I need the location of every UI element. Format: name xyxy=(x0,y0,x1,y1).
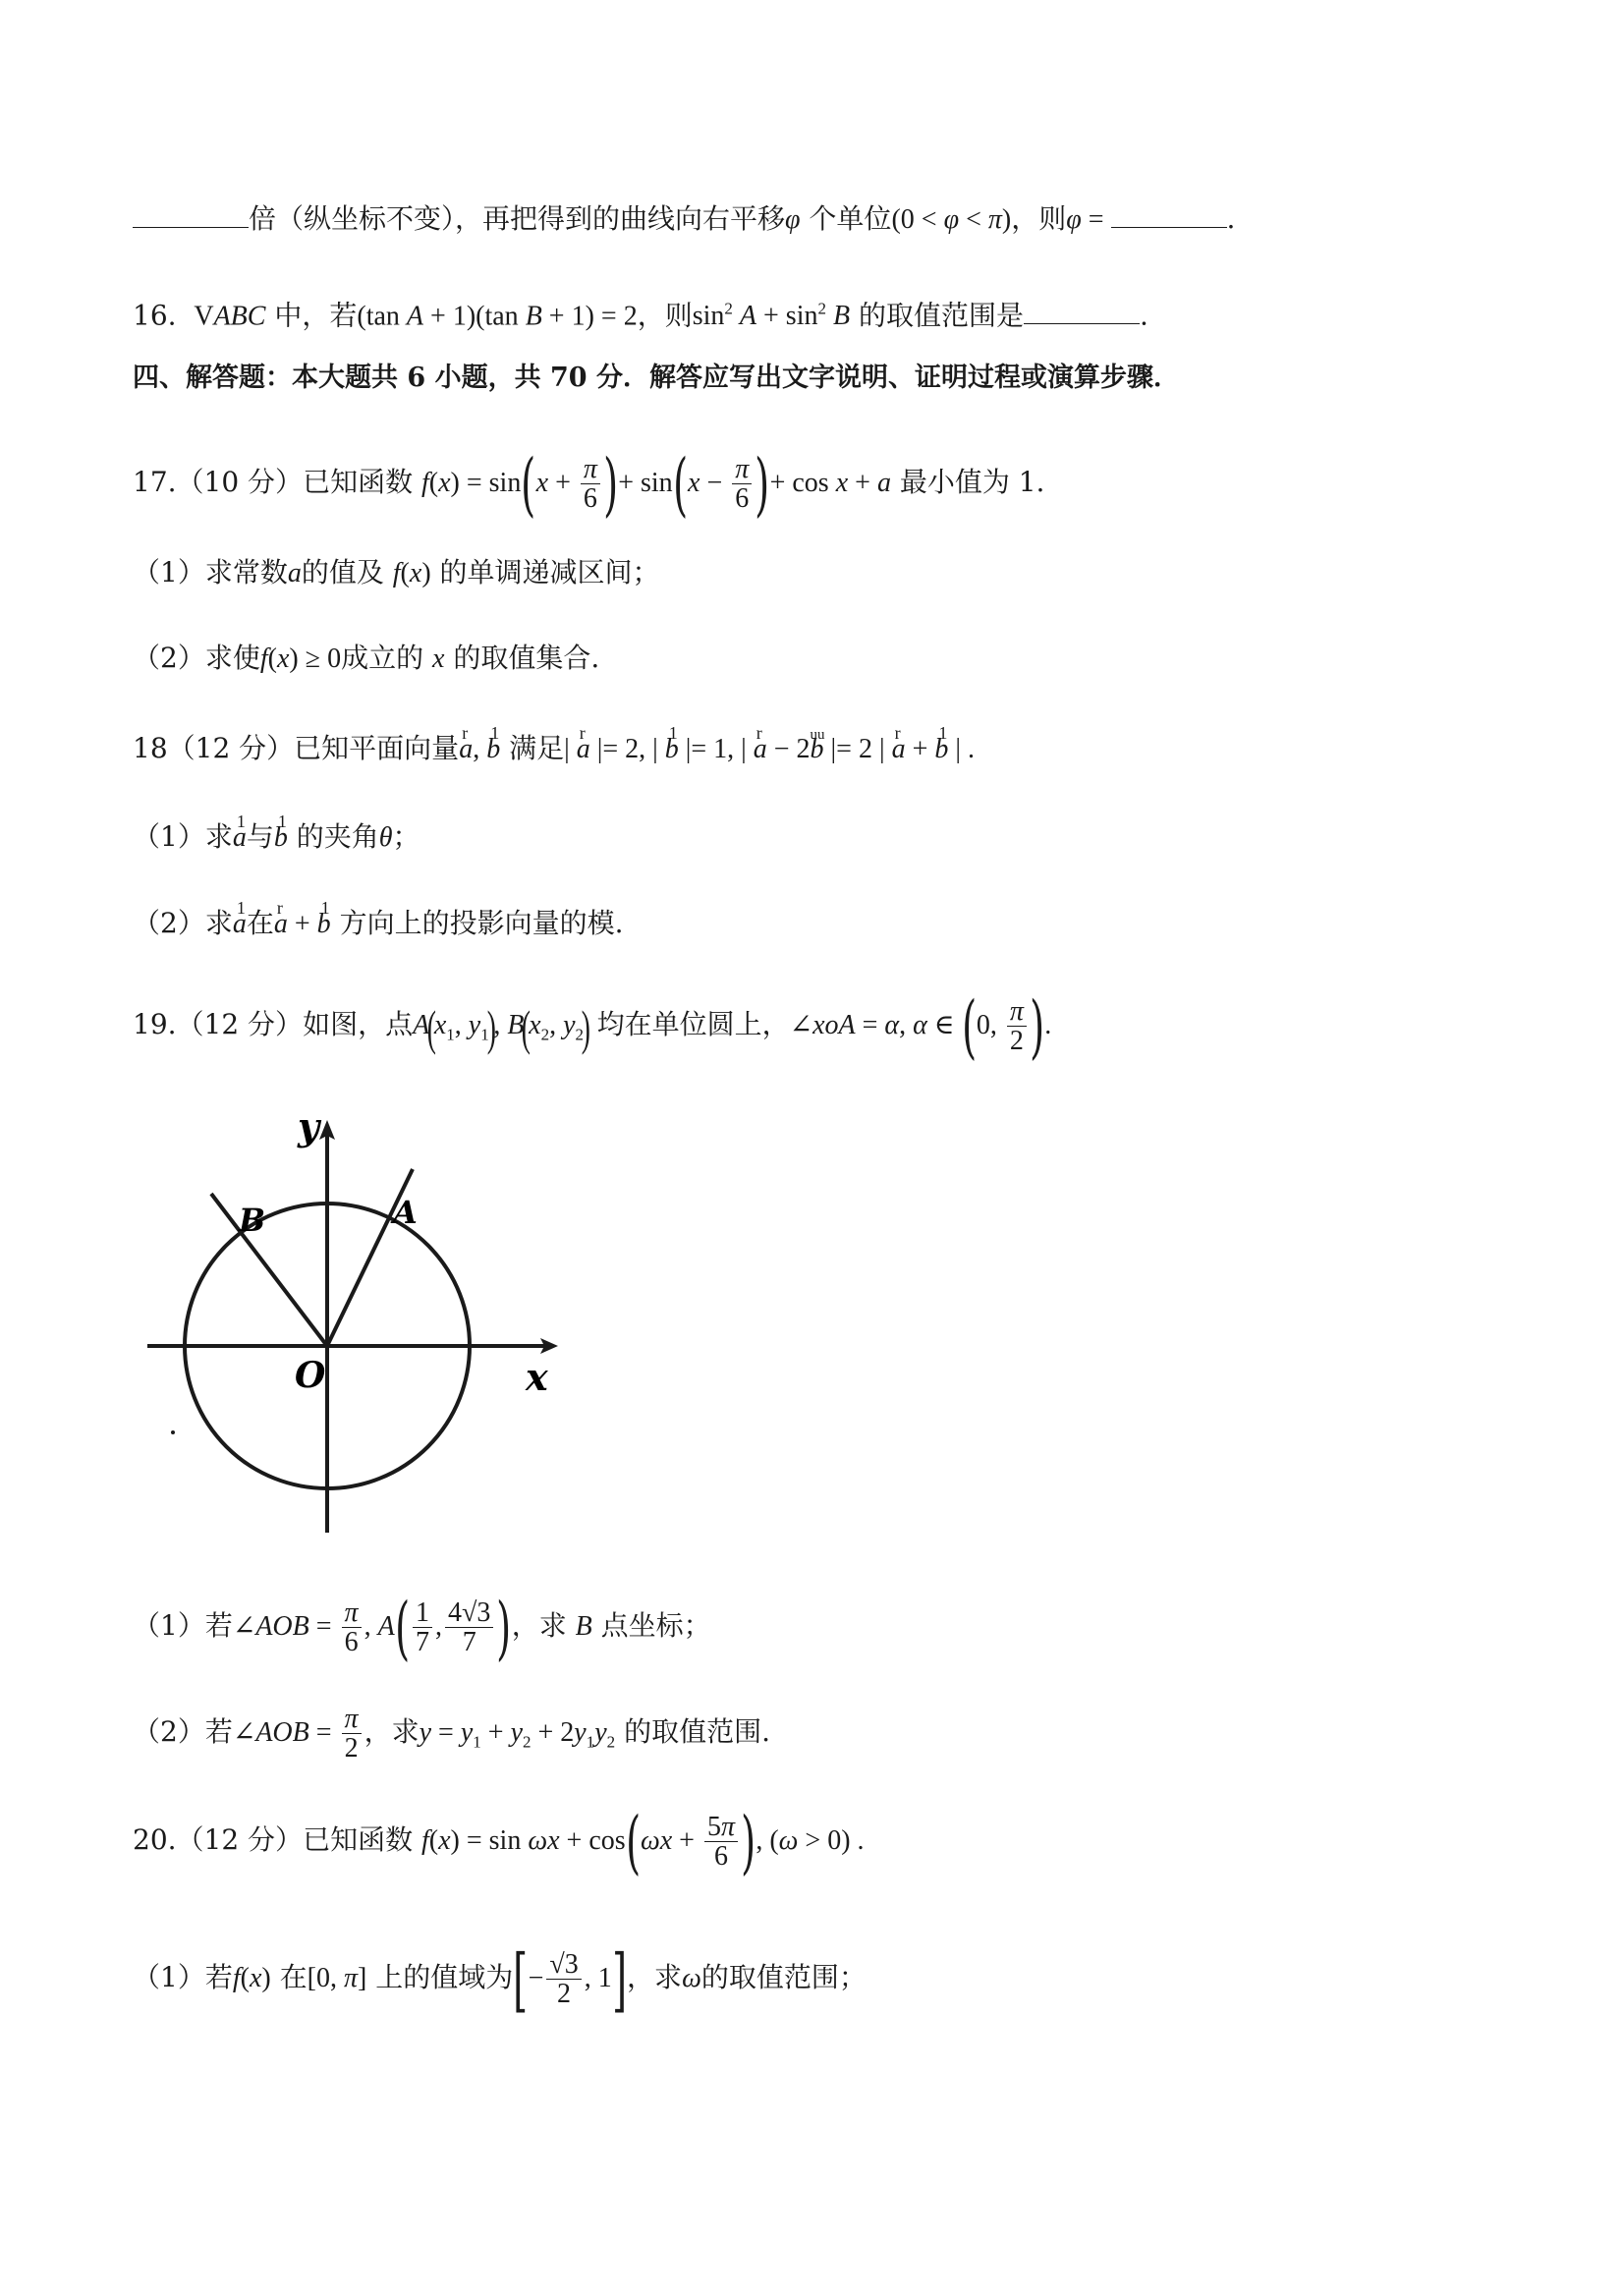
label-a: A xyxy=(393,1194,418,1231)
answer-blank xyxy=(1111,199,1227,228)
question-17: 17.（10 分）已知函数 f(x) = sin(x + $\frac{\pi}{6}$ )+ sin(x − $\frac{\pi}{6}$ )+ cos x + a 最小值为 1. xyxy=(133,443,1045,525)
stray-dot xyxy=(171,1430,175,1434)
section-4-heading: 四、解答题：本大题共 6 小题，共 70 分．解答应写出文字说明、证明过程或演算步骤． xyxy=(133,363,1180,393)
label-y: y xyxy=(298,1110,320,1148)
answer-blank xyxy=(133,199,249,228)
question-18-part-1: （1）求1 a与1 b 的夹角θ； xyxy=(133,817,420,858)
question-17-part-2: （2）求使f(x) ≥ 0成立的 x 的取值集合. xyxy=(133,642,600,674)
label-x: x xyxy=(526,1355,548,1399)
q15-continuation: 倍（纵坐标不变），再把得到的曲线向右平移φ 个单位(0 < φ < π)，则φ = . xyxy=(133,199,1235,240)
question-20-part-1: （1）若f(x) 在[0, π] 上的值域为[− $\frac{√3}{2}$ , 1]，求ω的取值范围； xyxy=(133,1938,867,2020)
label-b: B xyxy=(239,1202,266,1239)
label-o: O xyxy=(295,1355,326,1396)
question-17-part-1: （1）求常数a的值及 f(x) 的单调递减区间； xyxy=(133,556,660,588)
question-16: 16. VABC 中，若(tan A + 1)(tan B + 1) = 2，则$\sin^2 A + \sin^2 B$ 的取值范围是 . xyxy=(133,290,1148,336)
question-19-part-2: （2）若∠AOB = $\frac{\pi}{2}$ ，求$y = y_1 + y_2 + 2y_1y_2$ 的取值范围. xyxy=(133,1703,770,1764)
question-18: 18（12 分）已知平面向量r a, 1 b 满足| r a |= 2, | 1 b |= 1, | r a − 2uu b |= 2 | r a + 1 b | . xyxy=(133,729,975,769)
answer-blank xyxy=(1024,296,1140,324)
unit-circle-figure xyxy=(138,1110,570,1542)
question-19: 19.（12 分）如图，点$A(x_1$, $y_1$), $B(x_2$, $y_2$) 均在单位圆上，∠xoA = α, α ∈ (0, $\frac{\pi}{2}$ ). xyxy=(133,985,1052,1067)
question-20: 20.（12 分）已知函数 f(x) = sin ωx + cos(ωx + $\frac{5\pi}{6}$ ), (ω > 0) . xyxy=(133,1801,865,1882)
question-18-part-2: （2）求1 a在r a + 1 b 方向上的投影向量的模. xyxy=(133,904,623,944)
question-19-part-1: （1）若∠AOB = $\frac{\pi}{6}$ , A( $\frac{1}{7}$ , $\frac{4√3}{7}$ )，求 B 点坐标； xyxy=(133,1587,711,1668)
